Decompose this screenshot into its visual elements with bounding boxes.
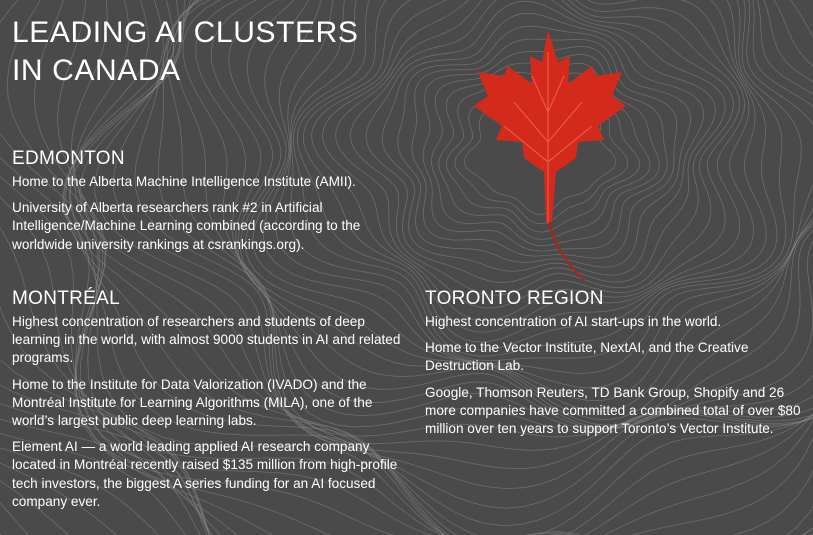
montreal-section bbox=[12, 288, 412, 519]
montreal-paragraph-1: Highest concentration of researchers and students of deep learning in the world, with almost 9000 students in AI and related programs. bbox=[12, 314, 401, 366]
title-line-2: IN CANADA bbox=[12, 54, 181, 87]
toronto-paragraph-1: Highest concentration of AI start-ups in the world. bbox=[425, 314, 722, 329]
montreal-heading: MONTRÉAL bbox=[12, 288, 120, 309]
edmonton-section bbox=[12, 148, 412, 262]
page-title bbox=[12, 14, 359, 90]
montreal-paragraph-2: Home to the Institute for Data Valorization (IVADO) and the Montréal Institute for Learning Algorithms (MILA), one of the world’s largest public deep learning labs. bbox=[12, 376, 373, 429]
toronto-paragraph-2: Home to the Vector Institute, NextAI, and the Creative Destruction Lab. bbox=[425, 340, 749, 374]
edmonton-paragraph-2: University of Alberta researchers rank #2 in Artificial Intelligence/Machine Learning combined (according to the worldwide university rankings at csrankings.org). bbox=[12, 200, 361, 252]
edmonton-paragraph-1: Home to the Alberta Machine Intelligence Institute (AMII). bbox=[12, 174, 356, 189]
montreal-paragraph-3: Element AI — a world leading applied AI research company located in Montréal recently raised $135 million from high-profile tech investors, the biggest A series funding for an AI focused company ever. bbox=[12, 439, 398, 509]
toronto-paragraph-3: Google, Thomson Reuters, TD Bank Group, Shopify and 26 more companies have committed a combined total of over $80 million over ten years to support Toronto’s Vector Institute. bbox=[425, 384, 801, 437]
toronto-section bbox=[425, 288, 813, 446]
title-line-1: LEADING AI CLUSTERS bbox=[12, 16, 359, 49]
edmonton-heading: EDMONTON bbox=[12, 148, 125, 169]
toronto-heading: TORONTO REGION bbox=[425, 288, 604, 309]
